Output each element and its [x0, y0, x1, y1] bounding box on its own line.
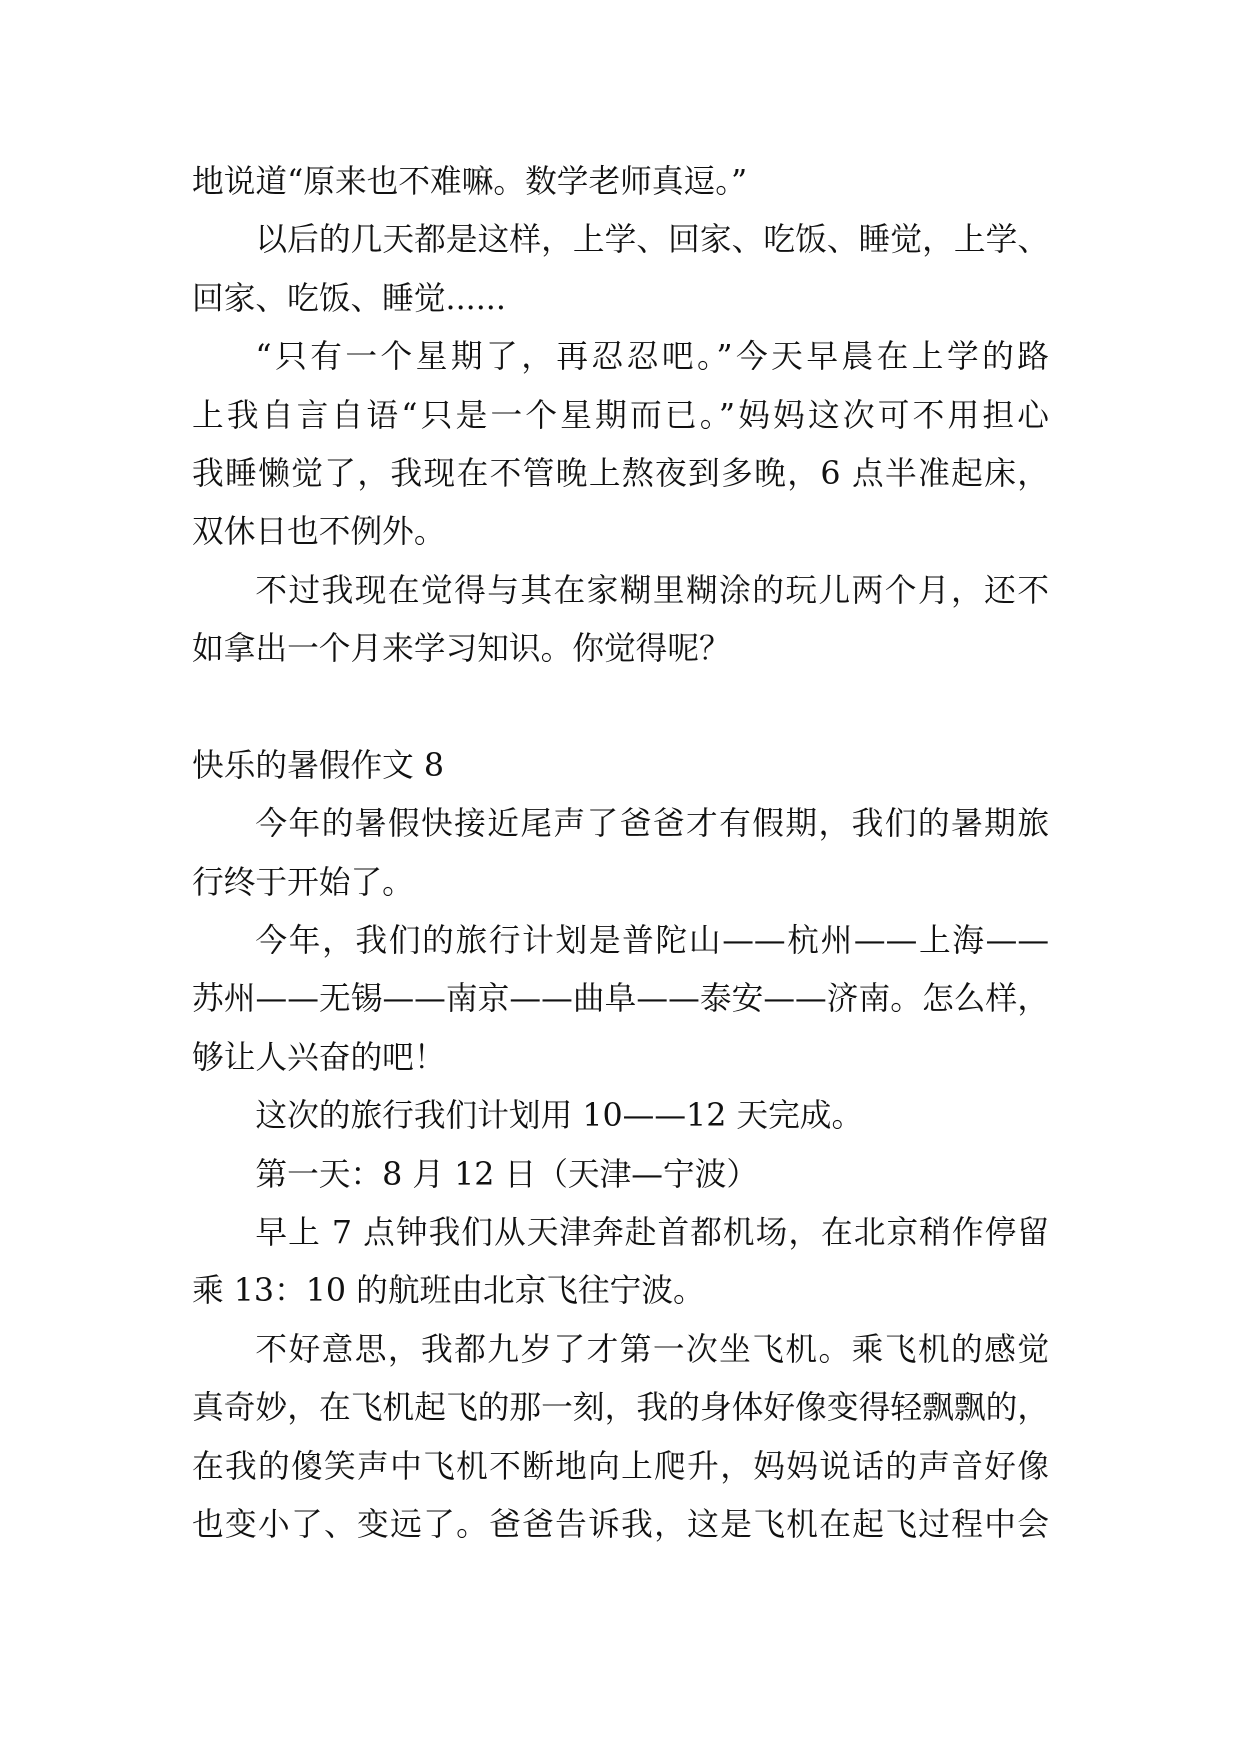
text-line: 苏州——无锡——南京——曲阜——泰安——济南。怎么样，: [192, 981, 1049, 1018]
text-line: 第一天：8 月 12 日（天津—宁波）: [255, 1156, 759, 1193]
paragraph: [192, 1087, 1049, 1145]
text-line: 今年，我们的旅行计划是普陀山——杭州——上海——: [255, 923, 1049, 960]
text-line: 如拿出一个月来学习知识。你觉得呢？: [192, 631, 731, 668]
text-line: 地说道“原来也不难嘛。数学老师真逗。”: [192, 164, 748, 200]
text-line: 真奇妙，在飞机起飞的那一刻，我的身体好像变得轻飘飘的，: [192, 1390, 1049, 1427]
text-line: 也变小了、变远了。爸爸告诉我，这是飞机在起飞过程中会: [192, 1506, 1049, 1543]
blank-line: [192, 679, 1049, 737]
section-title: 快乐的暑假作文 8: [192, 747, 445, 784]
text-line: 行终于开始了。: [192, 864, 414, 901]
text-line: 早上 7 点钟我们从天津奔赴首都机场，在北京稍作停留: [255, 1215, 1049, 1252]
text-line: 不过我现在觉得与其在家糊里糊涂的玩儿两个月，还不: [255, 572, 1049, 609]
paragraph: [192, 153, 1049, 211]
document-body: [192, 153, 1049, 1554]
text-line: 够让人兴奋的吧！: [192, 1039, 446, 1076]
text-line: 今年的暑假快接近尾声了爸爸才有假期，我们的暑期旅: [255, 806, 1049, 843]
text-line: 乘 13：10 的航班由北京飞往宁波。: [192, 1273, 705, 1310]
text-line: 我睡懒觉了，我现在不管晚上熬夜到多晚，6 点半准起床，: [192, 455, 1049, 492]
text-line: 双休日也不例外。: [192, 514, 446, 551]
text-line: 这次的旅行我们计划用 10——12 天完成。: [255, 1098, 864, 1135]
paragraph: [192, 1321, 1049, 1555]
paragraph: [192, 211, 1049, 328]
paragraph: [192, 912, 1049, 1087]
text-line: 上我自言自语“只是一个星期而已。”妈妈这次可不用担心: [192, 397, 1049, 434]
paragraph: [192, 1146, 1049, 1204]
paragraph: [192, 328, 1049, 562]
text-line: 以后的几天都是这样，上学、回家、吃饭、睡觉，上学、: [255, 222, 1049, 259]
paragraph: [192, 562, 1049, 679]
text-line: “只有一个星期了，再忍忍吧。”今天早晨在上学的路: [255, 339, 1049, 376]
paragraph: [192, 1204, 1049, 1321]
text-line: 不好意思，我都九岁了才第一次坐飞机。乘飞机的感觉: [255, 1331, 1049, 1368]
text-line: 在我的傻笑声中飞机不断地向上爬升，妈妈说话的声音好像: [192, 1448, 1049, 1485]
text-line: 回家、吃饭、睡觉......: [192, 280, 506, 317]
paragraph: [192, 795, 1049, 912]
